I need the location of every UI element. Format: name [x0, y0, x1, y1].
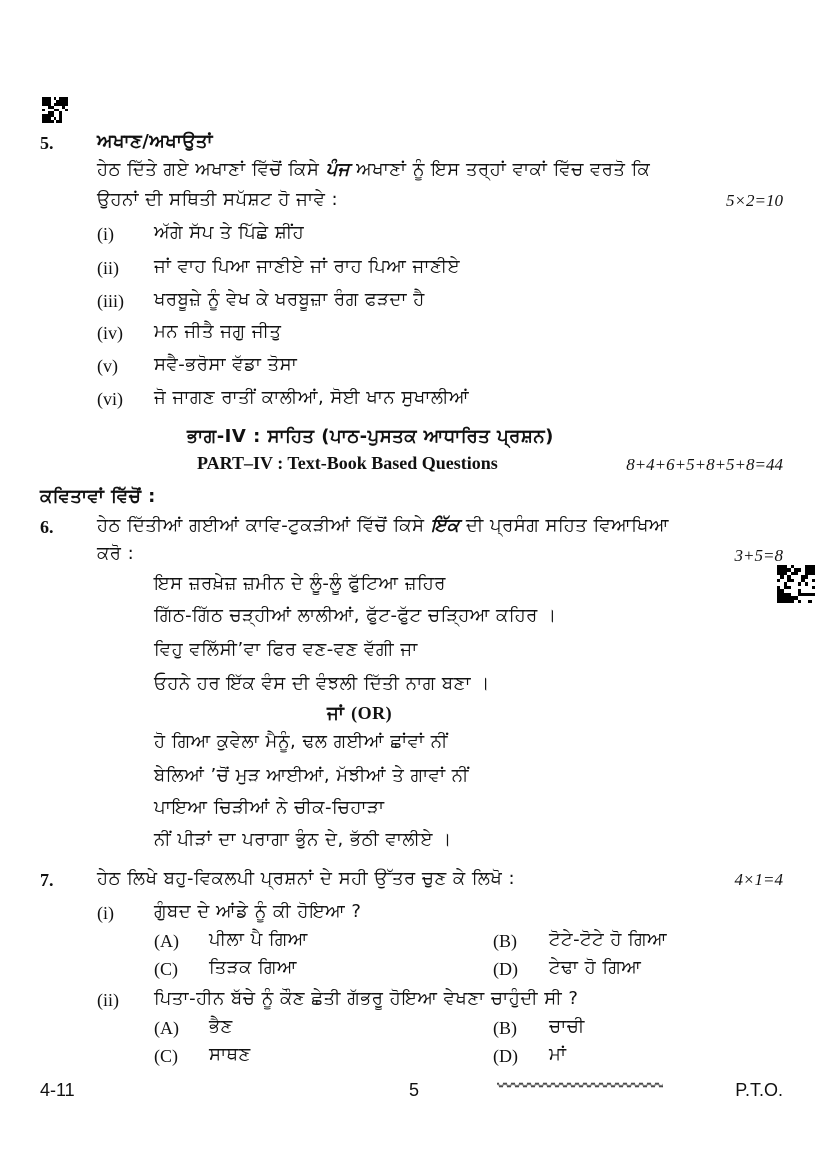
- option-text[interactable]: ਭੈਣ: [209, 1016, 233, 1037]
- q7-number: 7.: [40, 870, 54, 890]
- poem-line: ਵਿਹੁ ਵਲਿੱਸੀ’ਵਾ ਫਿਰ ਵਣ-ਵਣ ਵੱਗੀ ਜਾ: [154, 639, 418, 660]
- q5-instr-emphasis: ਪੰਜ: [325, 159, 350, 180]
- option-key: (B): [493, 931, 517, 951]
- part4-punjabi-heading: ਭਾਗ-IV : ਸਾਹਿਤ (ਪਾਠ-ਪੁਸਤਕ ਆਧਾਰਿਤ ਪ੍ਰਸ਼ਨ): [187, 426, 554, 447]
- proverb-number: (iii): [97, 291, 124, 311]
- q6-or-english: (OR): [351, 703, 393, 723]
- poem-line: ਪਾਇਆ ਚਿੜੀਆਂ ਨੇ ਚੀਕ-ਚਿਹਾੜਾ: [154, 797, 385, 818]
- mcq-question: ਪਿਤਾ-ਹੀਨ ਬੱਚੇ ਨੂੰ ਕੌਣ ਛੇਤੀ ਗੱਭਰੂ ਹੋਇਆ ਵੇਖਣਾ ਚਾਹੁੰਦੀ ਸੀ ?: [154, 988, 579, 1009]
- option-text[interactable]: ਮਾਂ: [549, 1044, 567, 1065]
- q5-instruction: [97, 159, 650, 180]
- proverb-number: (vi): [97, 389, 123, 409]
- poems-heading: ਕਵਿਤਾਵਾਂ ਵਿੱਚੋਂ :: [40, 486, 156, 507]
- option-key: (A): [154, 1018, 179, 1038]
- proverb-number: (ii): [97, 258, 119, 278]
- proverb-text: ਮਨ ਜੀਤੈ ਜਗੁ ਜੀਤੁ: [154, 321, 282, 342]
- option-text[interactable]: ਟੇਢਾ ਹੋ ਗਿਆ: [549, 957, 642, 978]
- poem-line: ਓਹਨੇ ਹਰ ਇੱਕ ਵੰਸ ਦੀ ਵੰਝਲੀ ਦਿੱਤੀ ਨਾਗ ਬਣਾ ।: [154, 673, 490, 694]
- option-key: (A): [154, 931, 179, 951]
- footer-page-number: 5: [409, 1080, 420, 1100]
- q6-instr-part-b: ਦੀ ਪ੍ਰਸੰਗ ਸਹਿਤ ਵਿਆਖਿਆ: [465, 515, 669, 536]
- option-key: (C): [154, 1046, 178, 1066]
- q5-instr-part-b: ਅਖਾਣਾਂ ਨੂੰ ਇਸ ਤਰ੍ਹਾਂ ਵਾਕਾਂ ਵਿੱਚ ਵਰਤੋ ਕਿ: [356, 159, 651, 180]
- q5-title: ਅਖਾਣ/ਅਖਾਉਤਾਂ: [97, 131, 213, 152]
- proverb-number: (i): [97, 224, 114, 244]
- part4-marks: 8+4+6+5+8+5+8=44: [626, 455, 783, 474]
- proverb-text: ਖਰਬੂਜ਼ੇ ਨੂੰ ਵੇਖ ਕੇ ਖਰਬੂਜ਼ਾ ਰੰਗ ਫੜਦਾ ਹੈ: [154, 289, 425, 310]
- option-text[interactable]: ਟੋਟੇ-ਟੋਟੇ ਹੋ ਗਿਆ: [549, 929, 668, 950]
- proverb-number: (v): [97, 356, 118, 376]
- option-key: (D): [493, 959, 518, 979]
- q6-or-label: [327, 703, 392, 724]
- footer-wavy-line: [497, 1080, 663, 1090]
- option-text[interactable]: ਸਾਥਣ: [209, 1044, 251, 1065]
- q6-instruction: [97, 515, 669, 536]
- proverb-text: ਜਾਂ ਵਾਹ ਪਿਆ ਜਾਣੀਏ ਜਾਂ ਰਾਹ ਪਿਆ ਜਾਣੀਏ: [154, 256, 461, 277]
- footer-paper-code: 4-11: [40, 1080, 75, 1100]
- q6-or-punjabi: ਜਾਂ: [327, 703, 345, 724]
- option-key: (B): [493, 1018, 517, 1038]
- option-key: (D): [493, 1046, 518, 1066]
- q6-instruction-line2: ਕਰੋ :: [97, 543, 135, 564]
- mcq-number: (i): [97, 903, 114, 923]
- q6-instr-emphasis: ਇੱਕ: [430, 515, 460, 536]
- qr-code-right: [777, 565, 815, 603]
- footer-pto: P.T.O.: [735, 1080, 783, 1100]
- q5-instruction-line2: ਉਹਨਾਂ ਦੀ ਸਥਿਤੀ ਸਪੱਸ਼ਟ ਹੋ ਜਾਵੇ :: [97, 189, 339, 210]
- mcq-number: (ii): [97, 990, 119, 1010]
- option-text[interactable]: ਪੀਲਾ ਪੈ ਗਿਆ: [209, 929, 308, 950]
- poem-line: ਨੀਂ ਪੀੜਾਂ ਦਾ ਪਰਾਗਾ ਭੁੰਨ ਦੇ, ਭੱਠੀ ਵਾਲੀਏ ।: [154, 829, 452, 850]
- proverb-text: ਜੋ ਜਾਗਣ ਰਾਤੀਂ ਕਾਲੀਆਂ, ਸੋਈ ਖਾਨ ਸੁਖਾਲੀਆਂ: [154, 387, 470, 408]
- q6-marks: 3+5=8: [734, 546, 783, 565]
- qr-code-top: [42, 97, 68, 123]
- option-text[interactable]: ਤਿੜਕ ਗਿਆ: [209, 957, 297, 978]
- mcq-question: ਗੁੰਬਦ ਦੇ ਆਂਡੇ ਨੂੰ ਕੀ ਹੋਇਆ ?: [154, 901, 362, 922]
- poem-line: ਬੇਲਿਆਂ ’ਚੋਂ ਮੁੜ ਆਈਆਂ, ਮੱਝੀਆਂ ਤੇ ਗਾਵਾਂ ਨੀਂ: [154, 765, 469, 786]
- part4-english-heading: PART–IV : Text-Book Based Questions: [197, 453, 498, 473]
- proverb-text: ਸਵੈ-ਭਰੋਸਾ ਵੱਡਾ ਤੋਸਾ: [154, 354, 298, 375]
- poem-line: ਗਿੱਠ-ਗਿੱਠ ਚੜ੍ਹੀਆਂ ਲਾਲੀਆਂ, ਫੁੱਟ-ਫੁੱਟ ਚੜ੍ਹਿਆ ਕਹਿਰ ।: [154, 605, 557, 626]
- option-text[interactable]: ਚਾਚੀ: [549, 1016, 585, 1037]
- poem-line: ਹੋ ਗਿਆ ਕੁਵੇਲਾ ਮੈਨੂੰ, ਢਲ ਗਈਆਂ ਛਾਂਵਾਂ ਨੀਂ: [154, 731, 448, 752]
- q7-instruction: ਹੇਠ ਲਿਖੇ ਬਹੁ-ਵਿਕਲਪੀ ਪ੍ਰਸ਼ਨਾਂ ਦੇ ਸਹੀ ਉੱਤਰ ਚੁਣ ਕੇ ਲਿਖੋ :: [97, 868, 516, 889]
- q6-instr-part-a: ਹੇਠ ਦਿੱਤੀਆਂ ਗਈਆਂ ਕਾਵਿ-ਟੁਕੜੀਆਂ ਵਿੱਚੋਂ ਕਿਸੇ: [97, 515, 425, 536]
- q5-instr-part-a: ਹੇਠ ਦਿੱਤੇ ਗਏ ਅਖਾਣਾਂ ਵਿੱਚੋਂ ਕਿਸੇ: [97, 159, 320, 180]
- q5-number: 5.: [40, 133, 54, 153]
- poem-line: ਇਸ ਜ਼ਰਖ਼ੇਜ਼ ਜ਼ਮੀਨ ਦੇ ਲੂੰ-ਲੂੰ ਫੁੱਟਿਆ ਜ਼ਹਿਰ: [154, 573, 446, 594]
- proverb-number: (iv): [97, 323, 123, 343]
- q7-marks: 4×1=4: [734, 870, 783, 889]
- option-key: (C): [154, 959, 178, 979]
- q6-number: 6.: [40, 517, 54, 537]
- proverb-text: ਅੱਗੇ ਸੱਪ ਤੇ ਪਿੱਛੇ ਸ਼ੀਂਹ: [154, 222, 305, 243]
- q5-marks: 5×2=10: [726, 191, 783, 210]
